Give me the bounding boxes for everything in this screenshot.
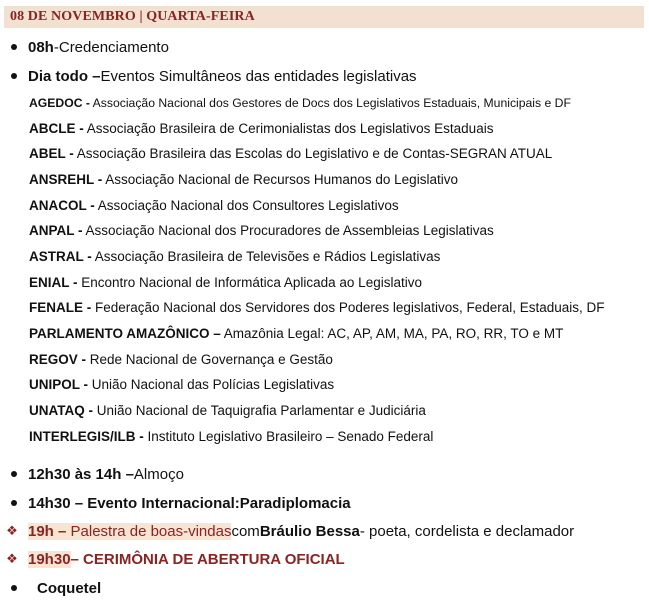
speaker-name: Bráulio Bessa [259,522,360,540]
entity-desc: Federação Nacional dos Servidores dos Poderes legislativos, Federal, Estaduais, DF [91,300,605,315]
entity-abbr: ENIAL - [29,275,78,290]
speaker-desc: - poeta, cordelista e declamador [359,522,575,540]
schedule-item-credentialing [0,36,169,58]
item-time: 14h30 – Evento Internacional: [28,494,240,512]
item-text: Palestra de boas-vindas [66,522,232,540]
entity-abbr: ANPAL - [29,223,83,238]
entity-row [29,94,571,112]
entity-row [29,171,458,189]
entity-row [29,248,440,266]
entity-row [29,351,333,369]
entity-desc: Associação Nacional dos Procuradores de Assembleias Legislativas [82,223,494,238]
entity-desc: Associação Brasileira de Cerimonialistas dos Legislativos Estaduais [83,121,494,136]
entity-desc: Encontro Nacional de Informática Aplicada ao Legislativo [77,275,422,290]
entity-row [29,145,552,163]
item-time: 19h – [28,522,67,540]
item-time: 08h [28,38,54,56]
entity-desc: Associação Brasileira de Televisões e Rádios Legislativas [91,249,441,264]
schedule-item-welcome [0,520,574,542]
item-time: 19h30 [28,550,71,568]
date-header: 08 DE NOVEMBRO | QUARTA-FEIRA [10,9,255,24]
item-text: Paradiplomacia [239,494,351,512]
item-with: com [231,522,260,540]
entity-abbr: FENALE - [29,300,92,315]
entity-abbr: ASTRAL - [29,249,92,264]
entity-abbr: PARLAMENTO AMAZÔNICO – [29,326,221,341]
entity-desc: União Nacional das Polícias Legislativas [88,377,335,392]
entity-abbr: ANSREHL - [29,172,103,187]
entity-desc: Associação Nacional de Recursos Humanos do Legislativo [102,172,458,187]
item-time: 12h30 às 14h – [28,465,134,483]
schedule-item-international [0,492,351,514]
entity-abbr: REGOV - [29,352,87,367]
entity-desc: Associação Brasileira das Escolas do Legislativo e de Contas-SEGRAN ATUAL [73,146,553,161]
item-time: Dia todo – [28,67,101,85]
entity-row [29,428,433,446]
item-text: Almoço [133,465,184,483]
entity-row [29,120,493,138]
entity-row [29,299,605,317]
bullet-icon [11,500,17,506]
schedule-item-all-day [0,65,417,87]
entity-row [29,376,334,394]
diamond-bullet-icon: ❖ [6,551,18,566]
schedule-item-opening [0,548,345,570]
entity-desc: União Nacional de Taquigrafia Parlamentar e Judiciária [93,403,426,418]
entity-desc: Associação Nacional dos Gestores de Docs dos Legislativos Estaduais, Municipais e DF [89,96,571,110]
welcome-highlight [28,523,231,540]
entity-row [29,402,426,420]
entity-row [29,325,563,343]
entity-abbr: ANACOL - [29,198,95,213]
entity-row [29,222,494,240]
entity-abbr: INTERLEGIS/ILB - [29,429,144,444]
bullet-icon [11,585,17,591]
entity-abbr: UNIPOL - [29,377,89,392]
item-sep: - [53,38,59,56]
item-text: Coquetel [37,579,102,597]
entity-row [29,274,422,292]
entity-abbr: AGEDOC - [29,96,90,110]
item-text: Credenciamento [58,38,169,56]
entity-desc: Amazônia Legal: AC, AP, AM, MA, PA, RO, RR, TO e MT [220,326,564,341]
bullet-icon [11,471,17,477]
item-text: Eventos Simultâneos das entidades legislativas [100,67,417,85]
bullet-icon [11,73,17,79]
entity-desc: Associação Nacional dos Consultores Legislativos [94,198,399,213]
item-text: – CERIMÔNIA DE ABERTURA OFICIAL [70,550,345,568]
bullet-icon [11,44,17,50]
entity-row [29,197,399,215]
diamond-bullet-icon: ❖ [6,523,18,538]
entity-abbr: ABEL - [29,146,74,161]
schedule-item-cocktail [0,577,101,599]
entity-abbr: ABCLE - [29,121,84,136]
entity-desc: Rede Nacional de Governança e Gestão [86,352,333,367]
entity-desc: Instituto Legislativo Brasileiro – Senado Federal [143,429,434,444]
entity-abbr: UNATAQ - [29,403,93,418]
schedule-item-lunch [0,463,184,485]
